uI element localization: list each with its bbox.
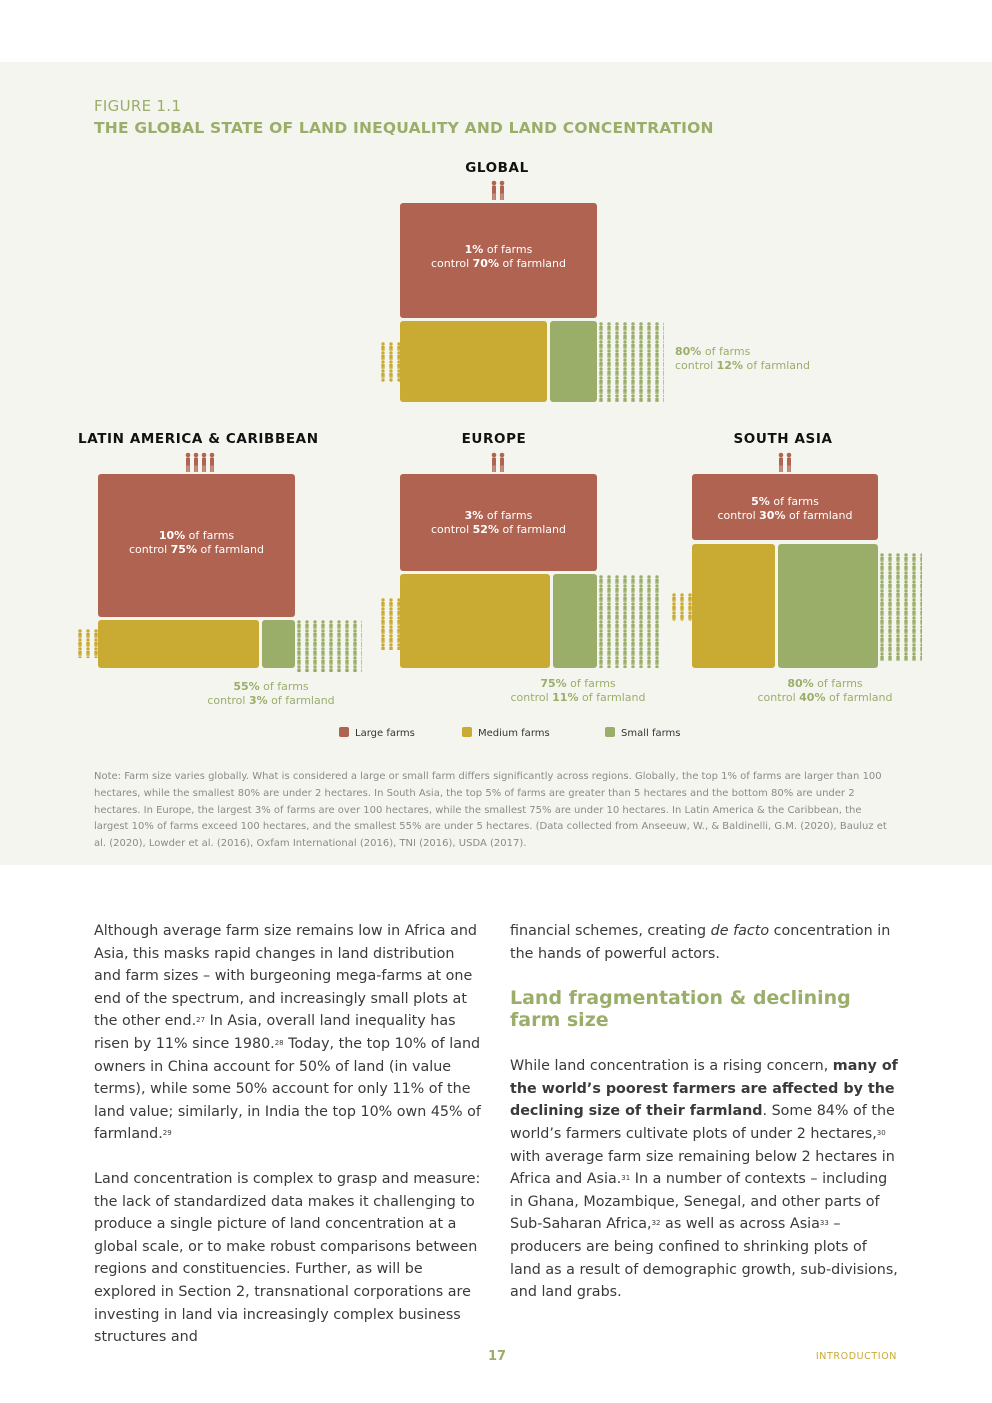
region-title-latam: LATIN AMERICA & CARIBBEAN	[78, 431, 319, 447]
small-farmers-icon	[878, 553, 922, 661]
latam-small-label: 55% of farms control 3% of farmland	[207, 680, 335, 707]
body-paragraph: financial schemes, creating de facto concentration in the hands of powerful actors.	[510, 923, 891, 962]
latam-large-label: 10% of farms control 75% of farmland	[129, 529, 264, 556]
large-farmers-icon	[777, 452, 793, 474]
europe-large-label: 3% of farms control 52% of farmland	[431, 509, 566, 536]
body-right-column	[510, 920, 900, 1326]
figure-title: THE GLOBAL STATE OF LAND INEQUALITY AND LAND CONCENTRATION	[94, 119, 714, 137]
europe-small-block	[553, 574, 597, 668]
page-number: 17	[488, 1349, 507, 1364]
small-farmers-icon	[597, 322, 664, 402]
south-asia-small-label: 80% of farms control 40% of farmland	[757, 677, 893, 704]
south-asia-small-block	[778, 544, 878, 668]
legend-medium: Medium farms	[462, 727, 550, 739]
medium-farmers-icon	[670, 593, 692, 621]
legend-large: Large farms	[339, 727, 415, 739]
europe-small-label: 75% of farms control 11% of farmland	[510, 677, 646, 704]
legend-swatch-large	[339, 727, 349, 737]
latam-medium-block	[98, 620, 259, 668]
global-large-block	[400, 203, 597, 318]
legend-small: Small farms	[605, 727, 681, 739]
europe-medium-block	[400, 574, 550, 668]
body-paragraph: Land concentration is complex to grasp and measure: the lack of standardized data makes it challenging to produce a single picture of land concentration at a global scale, or to make robust comparisons between regions and constituencies. Further, as will be explored in Section 2, transnational corporations are investing in land via increasingly complex business structures and	[94, 1170, 481, 1346]
body-paragraph: Although average farm size remains low in Africa and Asia, this masks rapid changes in land distribution and farm sizes – with burgeoning mega-farms at one end of the spectrum, and increasingly small plots at the other end.$^{27}$ In Asia, overall land inequality has risen by 11% since 1980.28 Today, the top 10% of land owners in China account for 50% of land (in value terms), while some 50% account for only 11% of the land value; similarly, in India the top 10% own 45% of farmland.$^{29}$	[94, 923, 481, 1143]
body-paragraph: While land concentration is a rising concern, many of the world’s poorest farmers are affected by the declining size of their farmland. Some 84% of the world’s farmers cultivate plots of under 2 hectares,$^{30}$ with average farm size remaining below 2 hectares in Africa and Asia.$^{31}$ In a number of contexts – including in Ghana, Mozambique, Senegal, and other parts of Sub-Saharan Africa,$^{32}$ as well as across Asia$^{33}$ – producers are being confined to shrinking plots of land as a result of demographic growth, sub-divisions, and land grabs.	[510, 1058, 898, 1301]
global-small-block	[550, 321, 597, 402]
region-title-europe: EUROPE	[461, 431, 527, 447]
europe-large-block	[400, 474, 597, 571]
section-heading: Land fragmentation & declining farm size	[510, 987, 851, 1032]
large-farmers-icon	[184, 452, 216, 474]
legend-swatch-medium	[462, 727, 472, 737]
south-asia-medium-block	[692, 544, 775, 668]
small-farmers-icon	[597, 575, 660, 668]
global-small-label: 80% of farms control 12% of farmland	[675, 345, 810, 372]
body-left-column	[94, 920, 484, 1371]
section-name: INTRODUCTION	[815, 1351, 897, 1362]
south-asia-large-block	[692, 474, 878, 540]
region-title-global: GLOBAL	[465, 160, 529, 176]
legend-swatch-small	[605, 727, 615, 737]
medium-farmers-icon	[76, 629, 98, 658]
large-farmers-icon	[490, 180, 506, 202]
figure-label: FIGURE 1.1	[94, 97, 182, 115]
region-title-south-asia: SOUTH ASIA	[733, 431, 833, 447]
large-farmers-icon	[490, 452, 506, 474]
latam-large-block	[98, 474, 295, 617]
medium-farmers-icon	[379, 598, 400, 650]
south-asia-large-label: 5% of farms control 30% of farmland	[717, 495, 853, 522]
figure-note: Note: Farm size varies globally. What is considered a large or small farm differs significantly across regions. Globally, the top 1% of farms are larger than 100 hectares, while the smallest 80% are under 2 hectares. In South Asia, the top 5% of farms are greater than 5 hectares and the bottom 80% are under 2 hectares. In Europe, the largest 3% of farms are over 100 hectares, while the smallest 75% are under 10 hectares. In Latin America & the Caribbean, the largest 10% of farms exceed 100 hectares, and the smallest 55% are under 5 hectares. (Data collected from Anseeuw, W., & Baldinelli, G.M. (2020), Bauluz et al. (2020), Lowder et al. (2016), Oxfam International (2016), TNI (2016), USDA (2017).	[94, 771, 887, 850]
global-medium-block	[400, 321, 547, 402]
latam-small-block	[262, 620, 295, 668]
global-large-label: 1% of farms control 70% of farmland	[431, 243, 566, 270]
small-farmers-icon	[295, 620, 362, 672]
medium-farmers-icon	[379, 342, 400, 382]
